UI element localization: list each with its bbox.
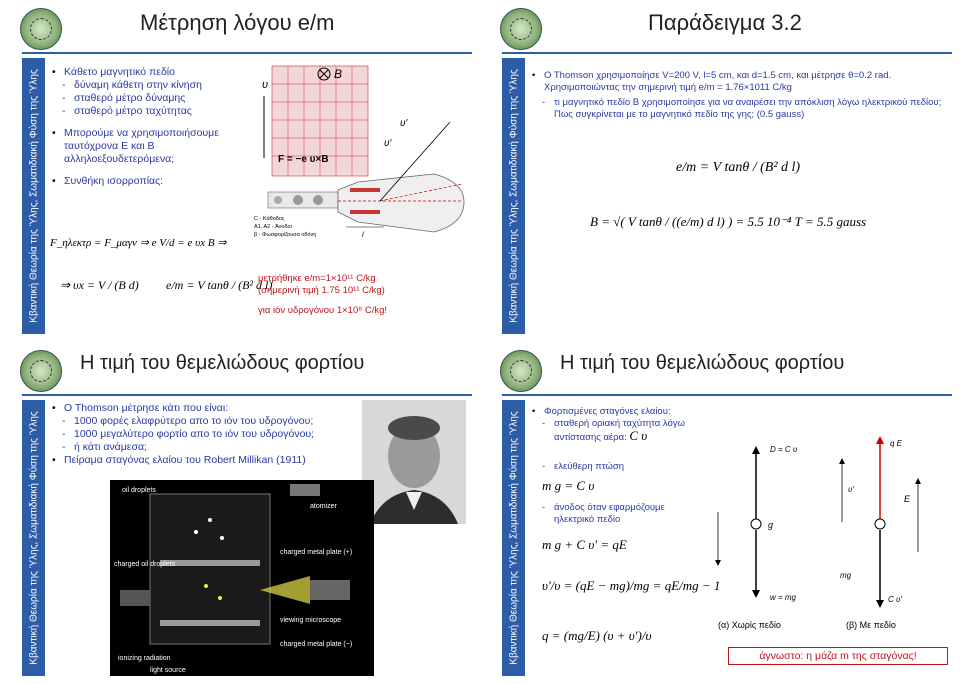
equation-charge: q = (mg/E) (υ + υ′)/υ [542, 628, 652, 643]
slide-example [480, 0, 960, 342]
dash-item: - 1000 φορές ελαφρύτερο απο το ιόν του υδρογόνου; [52, 415, 382, 428]
bullet: • O Thomson μέτρησε κάτι που είναι: [52, 402, 382, 415]
dash-item: - άνοδος όταν εφαρμόζουμε [532, 502, 665, 514]
dash-item-cont: ηλεκτρικό πεδίο [554, 514, 621, 525]
bullet: • O Thomson χρησιμοποίησε V=200 V, l=5 cm, και d=1.5 cm, και μέτρησε θ=0.2 rad. Χρησιμοποιώντας την σημερινή τιμή e/m = 1.76×1011 C/kg [532, 70, 942, 94]
dash-item: - ή κάτι ανάμεσα; [52, 441, 382, 454]
force-label: F = −e υ×B [278, 154, 329, 165]
label-microscope: viewing microscope [280, 617, 342, 624]
main-text [532, 406, 712, 444]
glass-tube [338, 174, 464, 232]
plate-negative [160, 620, 260, 626]
equation-drag: C υ [629, 428, 648, 443]
footer-text: άγνωστο: η μάζα m της σταγόνας! [759, 650, 917, 662]
result-today: (σημερινή τιμή 1.75 10¹¹ C/kg) [258, 285, 385, 296]
slide-title: Μέτρηση λόγου e/m [140, 10, 335, 35]
slide-title: Η τιμή του θεμελιώδους φορτίου [560, 352, 845, 374]
vy-label: υ′ [400, 118, 408, 129]
dash-text: αντίστασης αέρα: [554, 432, 627, 443]
result-hydrogen: για ιόν υδρογόνου 1×10⁸ C/kg! [258, 305, 388, 316]
sidebar-text: Κβαντική Θεωρία της Ύλης, Σωματιδιακή Φύση της Ύλης [28, 411, 39, 665]
dash-item: - 1000 μεγαλύτερο φορτίο απο το ιόν του υδρογόνου; [52, 428, 382, 441]
label-mg: mg [840, 571, 852, 580]
dash-item: - σταθερό μέτρο δύναμης [52, 92, 252, 105]
label-e: E [904, 494, 911, 504]
equation-b-result: B = √( V tanθ / ((e/m) d l) ) = 5.5 10⁻⁴ T = 5.5 gauss [590, 214, 867, 229]
panel-b [839, 436, 921, 608]
label-ionizing-radiation: ionizing radiation [118, 655, 171, 662]
title-rule [22, 52, 472, 54]
sidebar-text: Κβαντική Θεωρία της Ύλης, Σωματιδιακή Φύση της Ύλης [508, 69, 519, 323]
dash-item: - σταθερή οριακή ταχύτητα λόγω [532, 418, 712, 430]
free-fall [532, 460, 624, 473]
equation-ratio: υ′/υ = (qE − mg)/mg = qE/mg − 1 [542, 578, 721, 593]
main-text [52, 66, 252, 188]
rising [532, 502, 665, 526]
legend-screen: β - Φωσφορίζουσα οθόνη [254, 232, 317, 238]
label-light-source: light source [150, 667, 186, 674]
label-weight: w = mg [770, 593, 797, 602]
label-charged-droplets: charged oil droplets [114, 561, 176, 568]
caption-a: (α) Χωρίς πεδίο [718, 620, 781, 630]
university-logo [20, 350, 62, 392]
millikan-apparatus [110, 480, 374, 676]
bullet: • Μπορούμε να χρησιμοποιήσουμε [52, 127, 252, 140]
slide-millikan-intro [0, 342, 480, 684]
bullet-cont: αλληλοεξουδετερόμενα; [64, 153, 175, 165]
equation-em: e/m = V tanθ / (B² d l) [166, 278, 273, 292]
label-drag-prime: C υ′ [888, 595, 902, 604]
dash-item: - δύναμη κάθετη στην κίνηση [52, 79, 252, 92]
bullet: • Πείραμα σταγόνας ελαίου του Robert Millikan (1911) [52, 454, 382, 467]
example-text [532, 70, 942, 121]
legend-cathode: C - Κάθοδος [254, 216, 285, 222]
sidebar-text: Κβαντική Θεωρία της Ύλης, Σωματιδιακή Φύση της Ύλης [28, 69, 39, 323]
sidebar-course [22, 58, 45, 334]
university-logo [500, 8, 542, 50]
result-text [258, 273, 387, 317]
label-plate-positive: charged metal plate (+) [280, 549, 353, 556]
slide-title: Παράδειγμα 3.2 [648, 10, 802, 35]
sidebar-course [502, 58, 525, 334]
svg-text:l: l [362, 232, 364, 239]
label-g: g [768, 520, 774, 530]
bullet-cont: ταυτόχρονα Ε και Β [64, 140, 155, 152]
slide-em-ratio [0, 0, 480, 342]
caption-b: (β) Με πεδίο [846, 620, 896, 630]
panel-a [715, 445, 798, 602]
bullet: • Συνθήκη ισορροπίας: [52, 175, 252, 188]
electron-gun [268, 192, 338, 208]
sidebar-text: Κβαντική Θεωρία της Ύλης, Σωματιδιακή Φύση της Ύλης [508, 411, 519, 665]
label-oil-droplets: oil droplets [122, 487, 156, 494]
equation-velocity: ⇒ υx = V / (B d) [60, 278, 139, 292]
dash-item: - τι μαγνητικό πεδίο Β χρησιμοποίησε για να αναιρέσει την απόκλιση λόγω ηλεκτρικού πεδίου; Πως συγκρίνεται με το μαγνητικό πεδίο της γης; (0.5 gauss) [532, 97, 942, 121]
thomson-tube-diagram [254, 62, 472, 252]
main-text [52, 402, 382, 467]
dash-item: - σταθερό μέτρο ταχύτητας [52, 105, 252, 118]
sidebar-course [22, 400, 45, 676]
result-measured: μετρήθηκε e/m=1×10¹¹ C/kg [258, 273, 376, 284]
dash-item-cont [532, 430, 712, 444]
deflection-plate-bottom [350, 210, 380, 214]
deflection-plate-top [350, 188, 380, 192]
bullet: • Κάθετο μαγνητικό πεδίο [52, 66, 252, 79]
university-logo [500, 350, 542, 392]
university-logo [20, 8, 62, 50]
force-diagram [708, 402, 938, 634]
label-v-prime: υ′ [848, 485, 854, 494]
bullet: • Φορτισμένες σταγόνες ελαίου: [532, 406, 712, 418]
velocity-label: υ [262, 79, 269, 91]
equation-balance: F_ηλεκτρ = F_μαγν ⇒ e V/d = e υx B ⇒ [50, 237, 227, 249]
sidebar-course [502, 400, 525, 676]
slide-millikan-analysis [480, 342, 960, 684]
equation-rising: m g + C υ′ = qE [542, 537, 627, 552]
label-qe: q E [890, 439, 903, 448]
dash-item: - ελεύθερη πτώση [532, 460, 624, 473]
title-rule [502, 394, 952, 396]
label-plate-negative: charged metal plate (−) [280, 641, 353, 648]
vx-label: υ′ [384, 138, 392, 149]
slide-title: Η τιμή του θεμελιώδους φορτίου [80, 352, 365, 374]
b-label: B [334, 67, 343, 81]
equation-free-fall: m g = C υ [542, 478, 595, 493]
label-atomizer: atomizer [310, 503, 337, 510]
label-drag: D = C υ [770, 445, 798, 454]
title-rule [22, 394, 472, 396]
legend-anodes: A1, A2 - Άνοδοι [254, 224, 292, 230]
millikan-portrait [362, 400, 466, 524]
equation-em: e/m = V tanθ / (B² d l) [676, 160, 801, 175]
footer-box [728, 647, 948, 665]
title-rule [502, 52, 952, 54]
